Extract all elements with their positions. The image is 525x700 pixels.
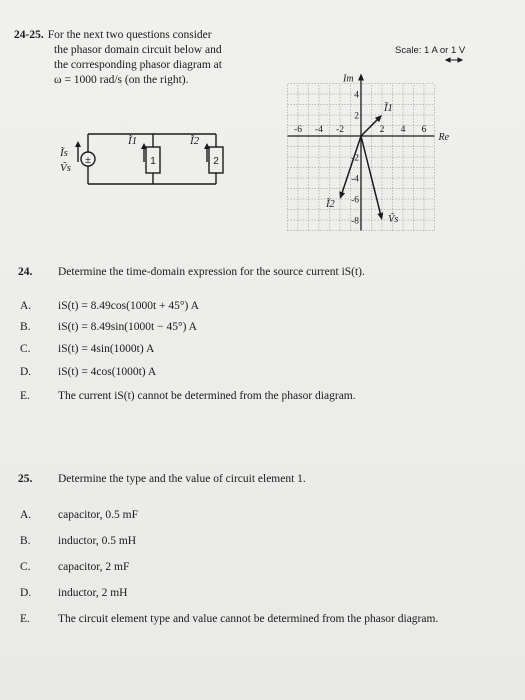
scale-label: Scale: 1 A or 1 V	[395, 45, 466, 56]
y-tick-label: -2	[351, 153, 359, 164]
option-letter: D.	[20, 366, 32, 378]
x-tick-label: -2	[336, 125, 344, 135]
option-letter: E.	[20, 613, 30, 625]
axis-re-label: Re	[438, 132, 450, 143]
x-tick-label: 4	[400, 125, 406, 135]
q24-number: 24.	[18, 266, 33, 278]
option-letter: D.	[20, 587, 32, 599]
phasor-vector-2	[361, 136, 380, 213]
y-tick-label: 4	[354, 90, 359, 101]
option-text: The circuit element type and value cannot be determined from the phasor diagram.	[58, 613, 439, 625]
phasor-diagram	[250, 20, 500, 248]
axis-im-label: Im	[343, 73, 354, 85]
option-text: capacitor, 0.5 mF	[58, 509, 139, 521]
option-text: iS(t) = 4sin(1000t) A	[58, 343, 155, 355]
option-text: iS(t) = 8.49cos(1000t + 45°) A	[58, 300, 199, 312]
option-letter: A.	[20, 300, 32, 312]
phasor-vector-0	[361, 120, 377, 136]
option-letter: A.	[20, 509, 32, 521]
vector-label-i1: Ĩ1	[384, 103, 393, 114]
phasor-arrowhead-2	[377, 212, 383, 220]
element-2-label: 2	[213, 156, 219, 167]
y-tick-label: -8	[351, 216, 359, 227]
problem-number: 24-25.	[14, 29, 44, 41]
circuit-diagram	[20, 122, 250, 200]
label-i2: Ĩ2	[190, 135, 200, 147]
label-is: Ĩs	[60, 147, 68, 159]
option-text: inductor, 0.5 mH	[58, 535, 137, 547]
option-text: iS(t) = 8.49sin(1000t − 45°) A	[58, 321, 197, 333]
q25-number: 25.	[18, 473, 33, 485]
option-text: iS(t) = 4cos(1000t) A	[58, 366, 157, 378]
option-letter: C.	[20, 561, 31, 573]
option-letter: C.	[20, 343, 31, 355]
label-i1: Ĩ1	[128, 135, 138, 147]
option-text: inductor, 2 mH	[58, 587, 128, 599]
q24-prompt: Determine the time-domain expression for the source current iS(t).	[58, 266, 365, 278]
source-sign: ±	[85, 155, 91, 166]
im-axis-arrowhead	[358, 74, 364, 81]
option-text: capacitor, 2 mF	[58, 561, 130, 573]
q25-prompt: Determine the type and the value of circuit element 1.	[58, 473, 306, 485]
intro-line-1: For the next two questions consider	[47, 29, 212, 41]
y-tick-label: -4	[351, 174, 359, 185]
label-vs: Ṽs	[60, 162, 71, 174]
x-tick-label: 6	[421, 125, 427, 135]
y-tick-label: -6	[351, 195, 359, 206]
vector-label-vs: Ṽs	[388, 214, 399, 225]
option-letter: B.	[20, 321, 31, 333]
option-text: The current iS(t) cannot be determined from the phasor diagram.	[58, 390, 356, 402]
vector-label-i2: Ĩ2	[326, 199, 335, 210]
x-tick-label: -6	[294, 125, 302, 135]
intro-line-4: ω = 1000 rad/s (on the right).	[54, 74, 189, 86]
phasor-arrowhead-1	[339, 191, 345, 199]
problem-intro	[14, 28, 259, 88]
option-letter: E.	[20, 390, 30, 402]
x-tick-label: -4	[315, 125, 323, 135]
intro-line-3: the corresponding phasor diagram at	[54, 59, 222, 71]
y-tick-label: 2	[354, 111, 359, 122]
x-tick-label: 2	[379, 125, 385, 135]
intro-line-2: the phasor domain circuit below and	[54, 44, 222, 56]
option-letter: B.	[20, 535, 31, 547]
scale-arrow	[446, 58, 462, 62]
element-1-label: 1	[150, 156, 156, 167]
